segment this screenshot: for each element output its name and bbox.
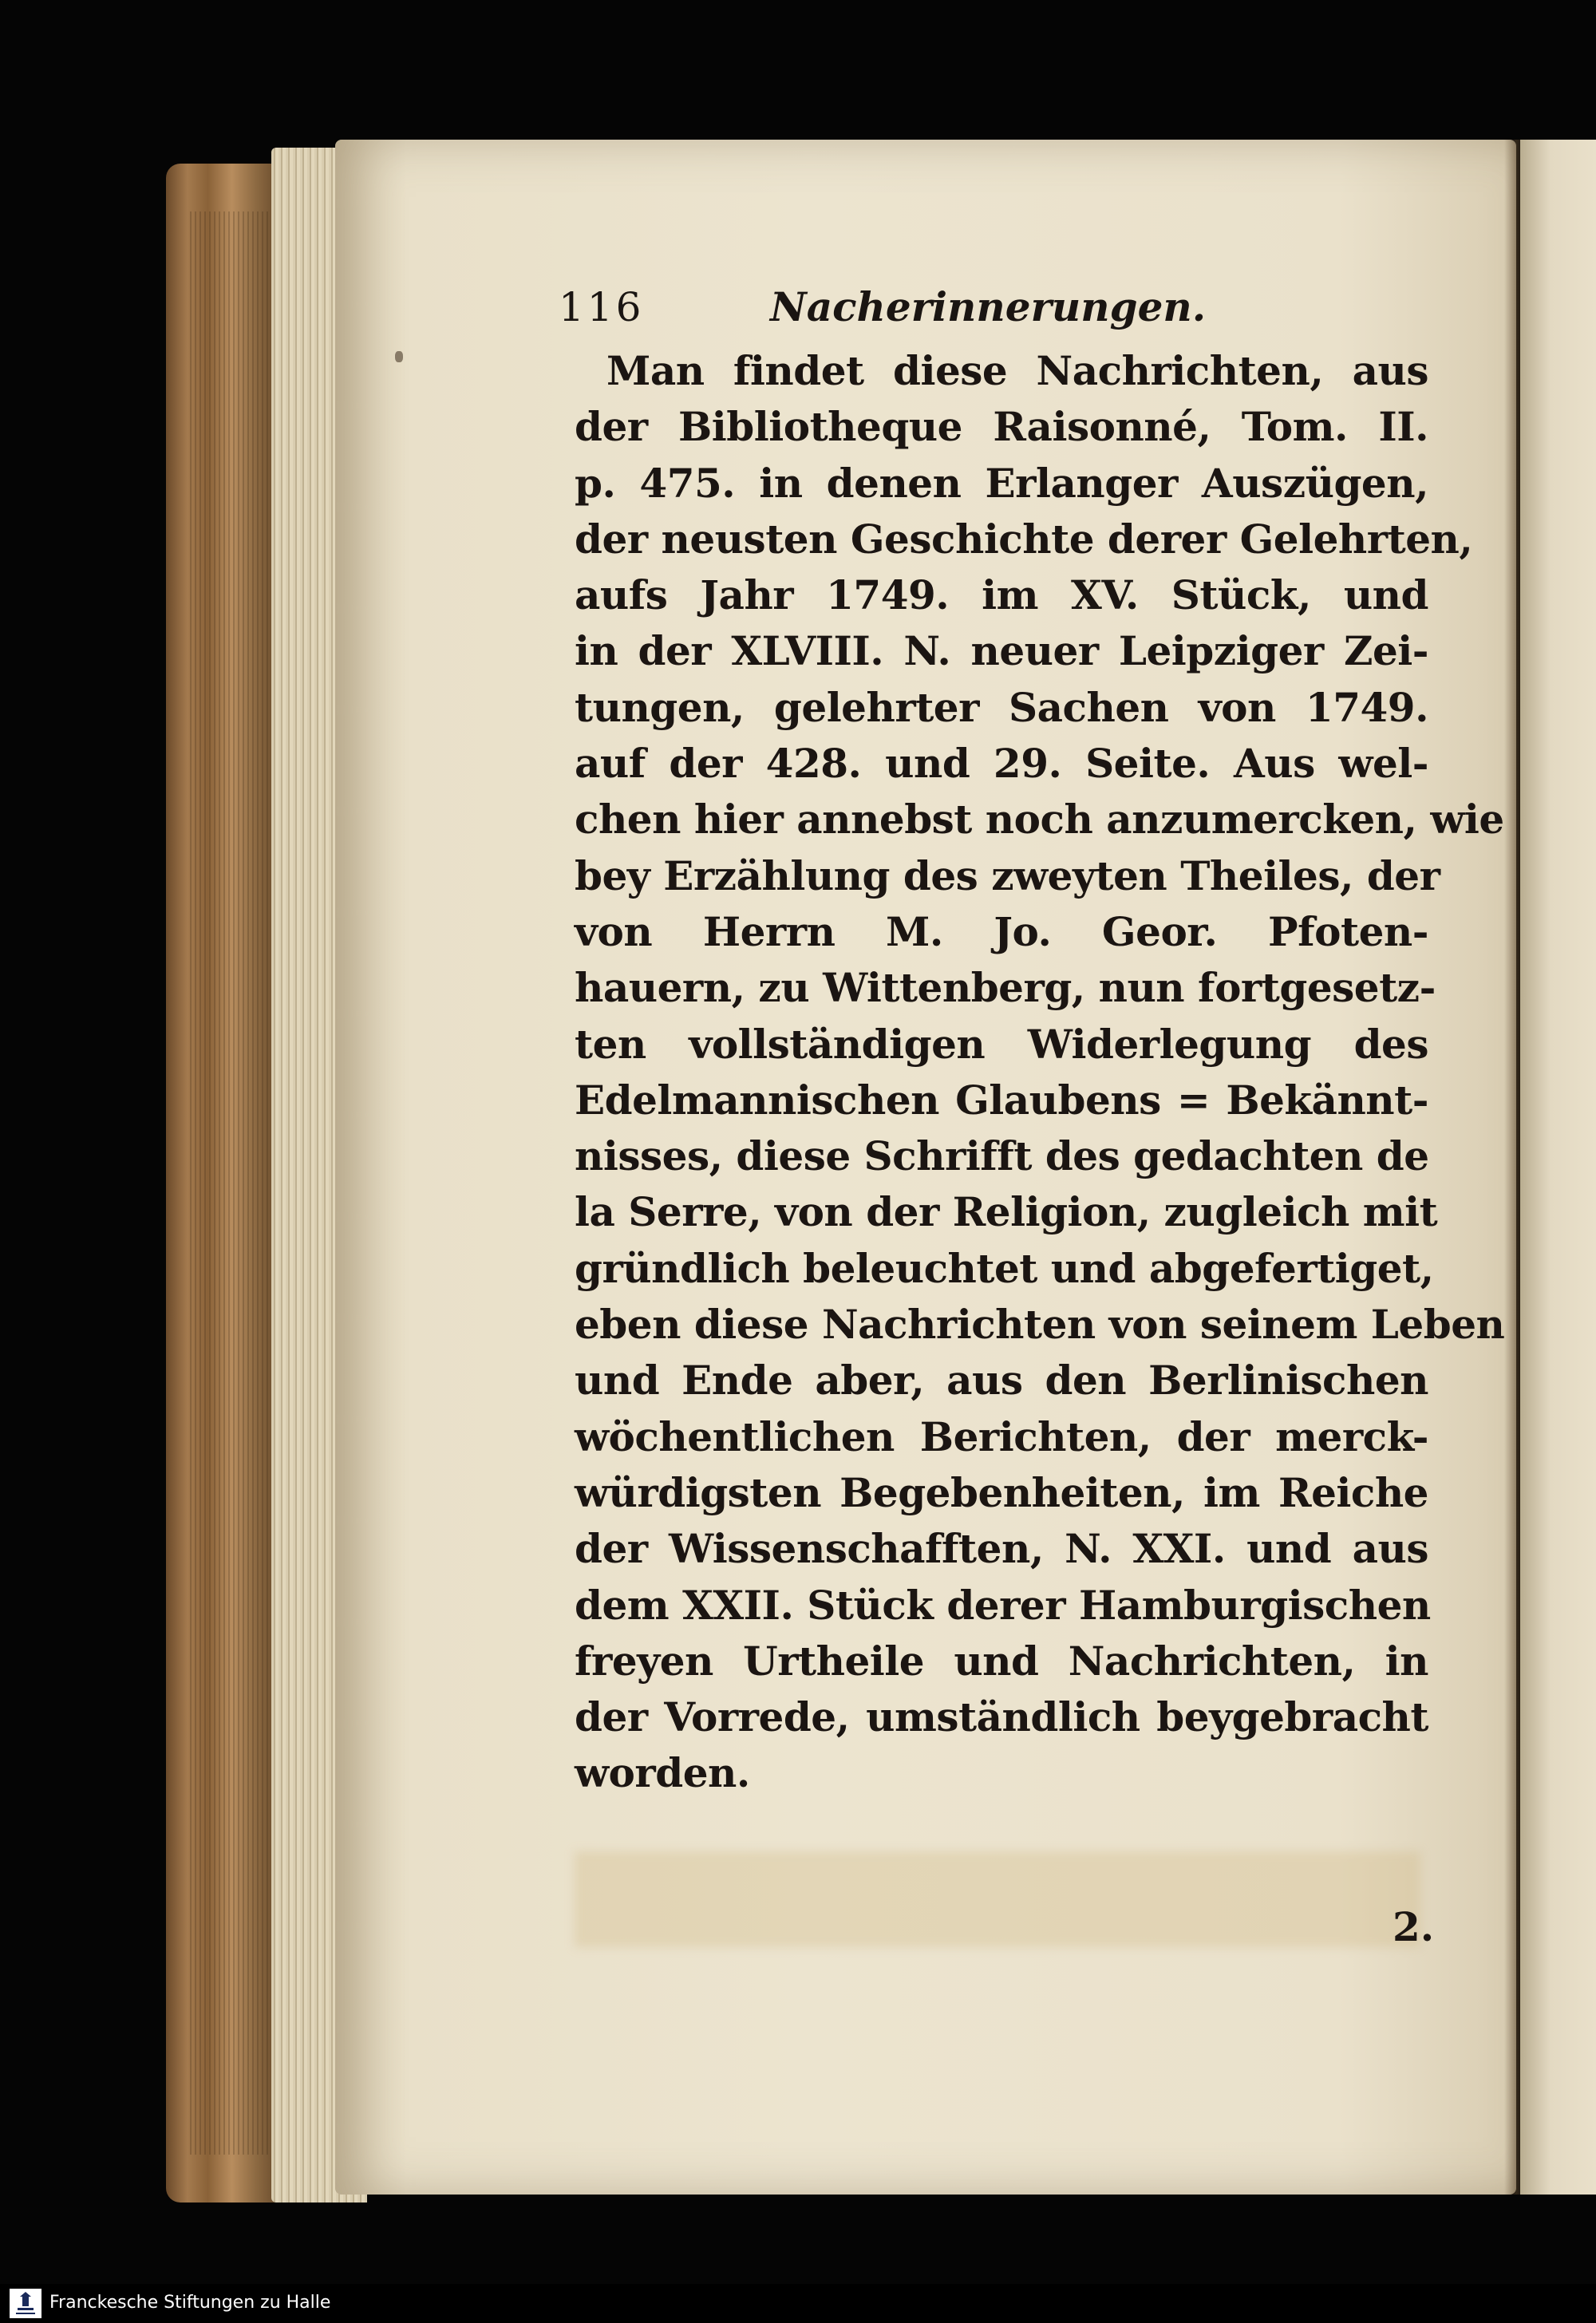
- text-line: nisses, diese Schrifft des gedachten de: [575, 1132, 1429, 1180]
- text-line: dem XXII. Stück derer Hamburgischen: [575, 1581, 1431, 1629]
- running-head: [559, 283, 1436, 330]
- paper-stain: [575, 1851, 1420, 1947]
- text-line: Man findet diese Nachrichten, aus: [606, 347, 1428, 394]
- footer-bar: [0, 2284, 1596, 2323]
- institution-name: Franckesche Stiftungen zu Halle: [49, 2293, 331, 2313]
- text-line: und Ende aber, aus den Berlinischen: [575, 1357, 1428, 1404]
- catchword: 2.: [1393, 1903, 1435, 1950]
- text-line: tungen, gelehrter Sachen von 1749.: [575, 683, 1428, 731]
- text-line: la Serre, von der Religion, zugleich mit: [575, 1188, 1438, 1236]
- text-line: p. 475. in denen Erlanger Auszügen,: [575, 459, 1428, 507]
- text-line: in der XLVIII. N. neuer Leipziger Zei-: [575, 627, 1428, 675]
- text-line: der neusten Geschichte derer Gelehrten,: [575, 515, 1473, 563]
- franckesche-stiftungen-logo-icon: [10, 2289, 41, 2318]
- text-line: freyen Urtheile und Nachrichten, in: [575, 1637, 1428, 1685]
- text-line: der Bibliotheque Raisonné, Tom. II.: [575, 403, 1428, 451]
- text-line: chen hier annebst noch anzumercken, wie: [575, 796, 1504, 843]
- text-line: würdigsten Begebenheiten, im Reiche: [575, 1468, 1428, 1516]
- text-line: wöchentlichen Berichten, der merck-: [575, 1412, 1428, 1460]
- text-line: ten vollständigen Widerlegung des: [575, 1020, 1428, 1068]
- text-line: Edelmannischen Glaubens = Bekännt-: [575, 1076, 1428, 1124]
- ink-mark: [395, 351, 403, 362]
- text-line: auf der 428. und 29. Seite. Aus wel-: [575, 740, 1428, 788]
- facing-page: [1520, 140, 1596, 2195]
- text-line: von Herrn M. Jo. Geor. Pfoten-: [575, 907, 1428, 955]
- page-number: 116: [559, 284, 645, 330]
- body-text: [575, 343, 1505, 1802]
- text-line: gründlich beleuchtet und abgefertiget,: [575, 1244, 1434, 1292]
- text-line: worden.: [575, 1749, 750, 1797]
- text-line: eben diese Nachrichten von seinem Leben: [575, 1301, 1505, 1349]
- running-head-title: Nacherinnerungen.: [770, 283, 1207, 330]
- text-line: bey Erzählung des zweyten Theiles, der: [575, 851, 1440, 899]
- text-line: hauern, zu Wittenberg, nun fortgesetz-: [575, 964, 1436, 1012]
- text-line: der Wissenschafften, N. XXI. und aus: [575, 1525, 1428, 1573]
- text-line: aufs Jahr 1749. im XV. Stück, und: [575, 571, 1428, 619]
- text-line: der Vorrede, umständlich beygebracht: [575, 1693, 1428, 1741]
- book-edge: [166, 164, 286, 2203]
